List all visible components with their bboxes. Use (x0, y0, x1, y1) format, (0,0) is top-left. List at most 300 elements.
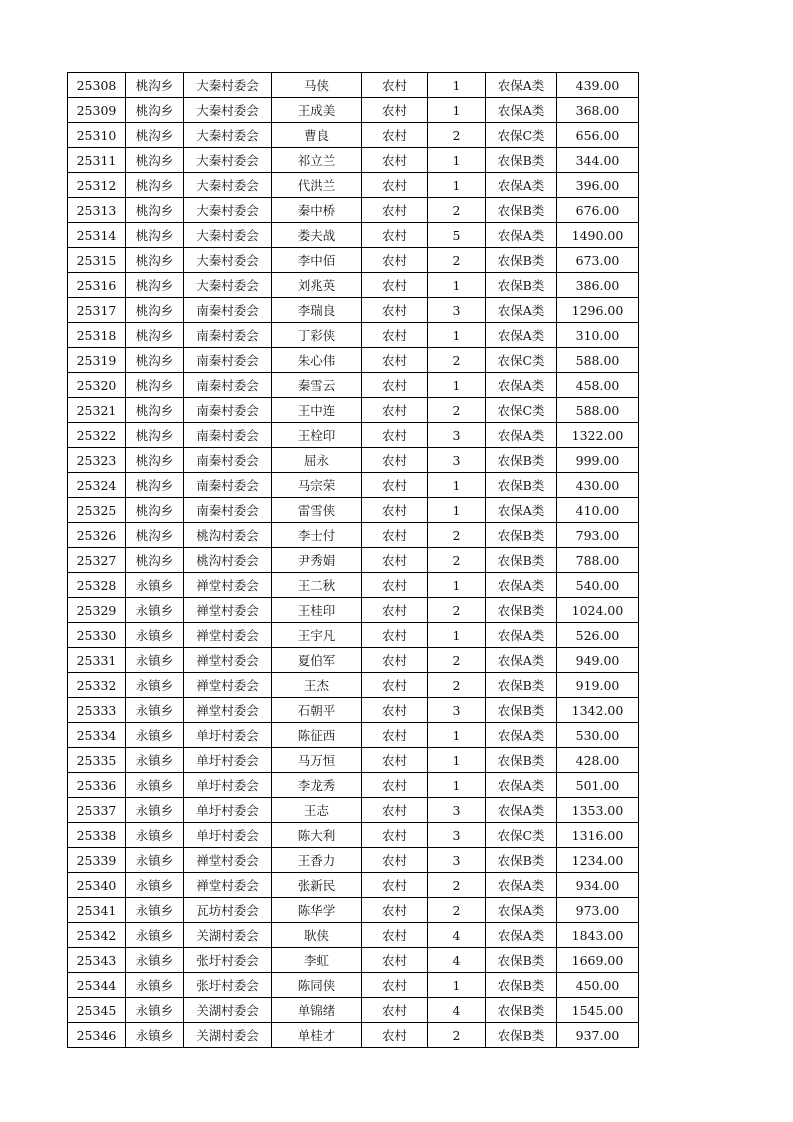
township-cell: 桃沟乡 (126, 173, 184, 198)
category-cell: 农保B类 (486, 673, 557, 698)
record-id: 25339 (68, 848, 126, 873)
area-type-cell: 农村 (362, 848, 428, 873)
category-cell: 农保B类 (486, 548, 557, 573)
table-row (68, 773, 639, 798)
household-count-cell: 1 (428, 498, 486, 523)
township-cell: 永镇乡 (126, 823, 184, 848)
village-cell: 南秦村委会 (184, 323, 272, 348)
record-id: 25325 (68, 498, 126, 523)
name-cell: 代洪兰 (272, 173, 362, 198)
village-cell: 大秦村委会 (184, 98, 272, 123)
household-count-cell: 2 (428, 648, 486, 673)
amount-cell: 793.00 (557, 523, 639, 548)
record-id: 25336 (68, 773, 126, 798)
village-cell: 大秦村委会 (184, 73, 272, 98)
village-cell: 禅堂村委会 (184, 598, 272, 623)
village-cell: 南秦村委会 (184, 473, 272, 498)
area-type-cell: 农村 (362, 173, 428, 198)
area-type-cell: 农村 (362, 148, 428, 173)
category-cell: 农保A类 (486, 923, 557, 948)
village-cell: 南秦村委会 (184, 448, 272, 473)
record-id: 25324 (68, 473, 126, 498)
record-id: 25323 (68, 448, 126, 473)
record-id: 25338 (68, 823, 126, 848)
table-row (68, 648, 639, 673)
township-cell: 永镇乡 (126, 723, 184, 748)
record-id: 25311 (68, 148, 126, 173)
amount-cell: 501.00 (557, 773, 639, 798)
table-row (68, 598, 639, 623)
record-id: 25320 (68, 373, 126, 398)
name-cell: 陈征西 (272, 723, 362, 748)
category-cell: 农保A类 (486, 498, 557, 523)
name-cell: 王中连 (272, 398, 362, 423)
amount-cell: 530.00 (557, 723, 639, 748)
table-row (68, 298, 639, 323)
amount-cell: 937.00 (557, 1023, 639, 1048)
record-id: 25309 (68, 98, 126, 123)
household-count-cell: 3 (428, 698, 486, 723)
area-type-cell: 农村 (362, 1023, 428, 1048)
area-type-cell: 农村 (362, 923, 428, 948)
area-type-cell: 农村 (362, 648, 428, 673)
table-row (68, 123, 639, 148)
village-cell: 桃沟村委会 (184, 523, 272, 548)
area-type-cell: 农村 (362, 898, 428, 923)
amount-cell: 1234.00 (557, 848, 639, 873)
name-cell: 王栓印 (272, 423, 362, 448)
area-type-cell: 农村 (362, 373, 428, 398)
village-cell: 南秦村委会 (184, 373, 272, 398)
table-row (68, 873, 639, 898)
amount-cell: 656.00 (557, 123, 639, 148)
name-cell: 李中佰 (272, 248, 362, 273)
household-count-cell: 2 (428, 523, 486, 548)
amount-cell: 1669.00 (557, 948, 639, 973)
amount-cell: 428.00 (557, 748, 639, 773)
category-cell: 农保A类 (486, 773, 557, 798)
category-cell: 农保B类 (486, 698, 557, 723)
household-count-cell: 2 (428, 123, 486, 148)
table-row (68, 573, 639, 598)
village-cell: 大秦村委会 (184, 248, 272, 273)
table-row (68, 323, 639, 348)
category-cell: 农保B类 (486, 448, 557, 473)
amount-cell: 1843.00 (557, 923, 639, 948)
township-cell: 桃沟乡 (126, 298, 184, 323)
household-count-cell: 4 (428, 998, 486, 1023)
name-cell: 王二秋 (272, 573, 362, 598)
record-id: 25315 (68, 248, 126, 273)
area-type-cell: 农村 (362, 223, 428, 248)
area-type-cell: 农村 (362, 298, 428, 323)
township-cell: 永镇乡 (126, 673, 184, 698)
name-cell: 祁立兰 (272, 148, 362, 173)
record-id: 25327 (68, 548, 126, 573)
area-type-cell: 农村 (362, 573, 428, 598)
name-cell: 单桂才 (272, 1023, 362, 1048)
township-cell: 永镇乡 (126, 623, 184, 648)
table-row (68, 498, 639, 523)
record-id: 25313 (68, 198, 126, 223)
amount-cell: 430.00 (557, 473, 639, 498)
category-cell: 农保A类 (486, 898, 557, 923)
amount-cell: 1024.00 (557, 598, 639, 623)
record-id: 25344 (68, 973, 126, 998)
area-type-cell: 农村 (362, 723, 428, 748)
category-cell: 农保A类 (486, 573, 557, 598)
village-cell: 大秦村委会 (184, 223, 272, 248)
category-cell: 农保A类 (486, 223, 557, 248)
township-cell: 永镇乡 (126, 598, 184, 623)
name-cell: 陈同侠 (272, 973, 362, 998)
category-cell: 农保B类 (486, 523, 557, 548)
village-cell: 禅堂村委会 (184, 623, 272, 648)
name-cell: 张新民 (272, 873, 362, 898)
household-count-cell: 1 (428, 173, 486, 198)
area-type-cell: 农村 (362, 273, 428, 298)
household-count-cell: 5 (428, 223, 486, 248)
category-cell: 农保A类 (486, 873, 557, 898)
name-cell: 尹秀娟 (272, 548, 362, 573)
village-cell: 大秦村委会 (184, 148, 272, 173)
township-cell: 桃沟乡 (126, 323, 184, 348)
household-count-cell: 2 (428, 348, 486, 373)
township-cell: 桃沟乡 (126, 198, 184, 223)
record-id: 25310 (68, 123, 126, 148)
township-cell: 桃沟乡 (126, 373, 184, 398)
amount-cell: 788.00 (557, 548, 639, 573)
village-cell: 大秦村委会 (184, 198, 272, 223)
category-cell: 农保B类 (486, 948, 557, 973)
record-id: 25340 (68, 873, 126, 898)
category-cell: 农保B类 (486, 1023, 557, 1048)
township-cell: 永镇乡 (126, 973, 184, 998)
village-cell: 大秦村委会 (184, 123, 272, 148)
table-row (68, 823, 639, 848)
township-cell: 永镇乡 (126, 948, 184, 973)
name-cell: 陈华学 (272, 898, 362, 923)
category-cell: 农保B类 (486, 148, 557, 173)
household-count-cell: 2 (428, 873, 486, 898)
household-count-cell: 3 (428, 823, 486, 848)
name-cell: 秦中桥 (272, 198, 362, 223)
name-cell: 石朝平 (272, 698, 362, 723)
record-id: 25332 (68, 673, 126, 698)
amount-cell: 310.00 (557, 323, 639, 348)
area-type-cell: 农村 (362, 823, 428, 848)
area-type-cell: 农村 (362, 323, 428, 348)
records-body (68, 73, 639, 1048)
household-count-cell: 2 (428, 1023, 486, 1048)
township-cell: 永镇乡 (126, 648, 184, 673)
name-cell: 陈大利 (272, 823, 362, 848)
name-cell: 马宗荣 (272, 473, 362, 498)
area-type-cell: 农村 (362, 698, 428, 723)
record-id: 25328 (68, 573, 126, 598)
area-type-cell: 农村 (362, 423, 428, 448)
area-type-cell: 农村 (362, 348, 428, 373)
household-count-cell: 1 (428, 473, 486, 498)
amount-cell: 588.00 (557, 348, 639, 373)
village-cell: 禅堂村委会 (184, 573, 272, 598)
name-cell: 耿侠 (272, 923, 362, 948)
township-cell: 永镇乡 (126, 923, 184, 948)
village-cell: 禅堂村委会 (184, 698, 272, 723)
amount-cell: 1545.00 (557, 998, 639, 1023)
record-id: 25346 (68, 1023, 126, 1048)
category-cell: 农保B类 (486, 998, 557, 1023)
record-id: 25314 (68, 223, 126, 248)
amount-cell: 934.00 (557, 873, 639, 898)
table-row (68, 998, 639, 1023)
amount-cell: 1342.00 (557, 698, 639, 723)
village-cell: 张圩村委会 (184, 948, 272, 973)
household-count-cell: 3 (428, 848, 486, 873)
area-type-cell: 农村 (362, 523, 428, 548)
record-id: 25343 (68, 948, 126, 973)
category-cell: 农保B类 (486, 973, 557, 998)
village-cell: 大秦村委会 (184, 173, 272, 198)
household-count-cell: 1 (428, 373, 486, 398)
category-cell: 农保A类 (486, 623, 557, 648)
table-row (68, 698, 639, 723)
category-cell: 农保B类 (486, 598, 557, 623)
household-count-cell: 4 (428, 948, 486, 973)
table-row (68, 523, 639, 548)
table-row (68, 373, 639, 398)
village-cell: 瓦坊村委会 (184, 898, 272, 923)
village-cell: 大秦村委会 (184, 273, 272, 298)
township-cell: 永镇乡 (126, 698, 184, 723)
township-cell: 永镇乡 (126, 898, 184, 923)
township-cell: 永镇乡 (126, 773, 184, 798)
table-row (68, 848, 639, 873)
category-cell: 农保A类 (486, 423, 557, 448)
category-cell: 农保A类 (486, 648, 557, 673)
table-row (68, 198, 639, 223)
table-row (68, 223, 639, 248)
village-cell: 禅堂村委会 (184, 673, 272, 698)
table-row (68, 273, 639, 298)
record-id: 25345 (68, 998, 126, 1023)
village-cell: 关湖村委会 (184, 998, 272, 1023)
area-type-cell: 农村 (362, 448, 428, 473)
area-type-cell: 农村 (362, 623, 428, 648)
township-cell: 桃沟乡 (126, 448, 184, 473)
category-cell: 农保B类 (486, 198, 557, 223)
name-cell: 李士付 (272, 523, 362, 548)
table-row (68, 673, 639, 698)
household-count-cell: 3 (428, 423, 486, 448)
record-id: 25317 (68, 298, 126, 323)
area-type-cell: 农村 (362, 773, 428, 798)
township-cell: 桃沟乡 (126, 223, 184, 248)
name-cell: 丁彩侠 (272, 323, 362, 348)
amount-cell: 410.00 (557, 498, 639, 523)
record-id: 25341 (68, 898, 126, 923)
township-cell: 桃沟乡 (126, 273, 184, 298)
area-type-cell: 农村 (362, 98, 428, 123)
name-cell: 马万恒 (272, 748, 362, 773)
township-cell: 桃沟乡 (126, 348, 184, 373)
name-cell: 王志 (272, 798, 362, 823)
village-cell: 南秦村委会 (184, 498, 272, 523)
household-count-cell: 3 (428, 448, 486, 473)
amount-cell: 588.00 (557, 398, 639, 423)
village-cell: 桃沟村委会 (184, 548, 272, 573)
table-row (68, 923, 639, 948)
category-cell: 农保B类 (486, 273, 557, 298)
record-id: 25322 (68, 423, 126, 448)
category-cell: 农保C类 (486, 823, 557, 848)
township-cell: 桃沟乡 (126, 523, 184, 548)
household-count-cell: 2 (428, 398, 486, 423)
category-cell: 农保C类 (486, 398, 557, 423)
village-cell: 南秦村委会 (184, 298, 272, 323)
amount-cell: 1490.00 (557, 223, 639, 248)
table-row (68, 548, 639, 573)
household-count-cell: 1 (428, 98, 486, 123)
record-id: 25342 (68, 923, 126, 948)
name-cell: 单锦绪 (272, 998, 362, 1023)
household-count-cell: 1 (428, 273, 486, 298)
area-type-cell: 农村 (362, 973, 428, 998)
name-cell: 雷雪侠 (272, 498, 362, 523)
category-cell: 农保C类 (486, 348, 557, 373)
name-cell: 王成美 (272, 98, 362, 123)
record-id: 25331 (68, 648, 126, 673)
household-count-cell: 1 (428, 973, 486, 998)
table-row (68, 748, 639, 773)
amount-cell: 676.00 (557, 198, 639, 223)
table-row (68, 148, 639, 173)
amount-cell: 1353.00 (557, 798, 639, 823)
record-id: 25337 (68, 798, 126, 823)
village-cell: 单圩村委会 (184, 798, 272, 823)
category-cell: 农保B类 (486, 748, 557, 773)
area-type-cell: 农村 (362, 473, 428, 498)
township-cell: 永镇乡 (126, 1023, 184, 1048)
table-row (68, 73, 639, 98)
township-cell: 永镇乡 (126, 873, 184, 898)
area-type-cell: 农村 (362, 948, 428, 973)
household-count-cell: 4 (428, 923, 486, 948)
category-cell: 农保A类 (486, 98, 557, 123)
township-cell: 永镇乡 (126, 573, 184, 598)
household-count-cell: 2 (428, 598, 486, 623)
category-cell: 农保A类 (486, 298, 557, 323)
category-cell: 农保A类 (486, 373, 557, 398)
household-count-cell: 3 (428, 798, 486, 823)
area-type-cell: 农村 (362, 123, 428, 148)
household-count-cell: 1 (428, 323, 486, 348)
household-count-cell: 3 (428, 298, 486, 323)
name-cell: 朱心伟 (272, 348, 362, 373)
township-cell: 桃沟乡 (126, 473, 184, 498)
table-row (68, 723, 639, 748)
amount-cell: 973.00 (557, 898, 639, 923)
amount-cell: 450.00 (557, 973, 639, 998)
record-id: 25326 (68, 523, 126, 548)
area-type-cell: 农村 (362, 548, 428, 573)
area-type-cell: 农村 (362, 598, 428, 623)
household-count-cell: 1 (428, 773, 486, 798)
township-cell: 永镇乡 (126, 848, 184, 873)
household-count-cell: 1 (428, 73, 486, 98)
amount-cell: 439.00 (557, 73, 639, 98)
table-row (68, 448, 639, 473)
amount-cell: 1322.00 (557, 423, 639, 448)
name-cell: 李虹 (272, 948, 362, 973)
amount-cell: 396.00 (557, 173, 639, 198)
category-cell: 农保A类 (486, 73, 557, 98)
table-row (68, 798, 639, 823)
table-row (68, 623, 639, 648)
village-cell: 关湖村委会 (184, 1023, 272, 1048)
record-id: 25330 (68, 623, 126, 648)
area-type-cell: 农村 (362, 673, 428, 698)
table-row (68, 423, 639, 448)
table-row (68, 1023, 639, 1048)
category-cell: 农保A类 (486, 323, 557, 348)
amount-cell: 386.00 (557, 273, 639, 298)
amount-cell: 949.00 (557, 648, 639, 673)
household-count-cell: 2 (428, 898, 486, 923)
record-id: 25308 (68, 73, 126, 98)
township-cell: 桃沟乡 (126, 123, 184, 148)
record-id: 25316 (68, 273, 126, 298)
amount-cell: 458.00 (557, 373, 639, 398)
amount-cell: 526.00 (557, 623, 639, 648)
name-cell: 夏伯军 (272, 648, 362, 673)
amount-cell: 344.00 (557, 148, 639, 173)
township-cell: 桃沟乡 (126, 73, 184, 98)
area-type-cell: 农村 (362, 998, 428, 1023)
name-cell: 马侠 (272, 73, 362, 98)
table-row (68, 973, 639, 998)
category-cell: 农保B类 (486, 248, 557, 273)
name-cell: 娄夫战 (272, 223, 362, 248)
household-count-cell: 1 (428, 573, 486, 598)
township-cell: 永镇乡 (126, 798, 184, 823)
household-count-cell: 2 (428, 673, 486, 698)
township-cell: 桃沟乡 (126, 398, 184, 423)
amount-cell: 540.00 (557, 573, 639, 598)
village-cell: 张圩村委会 (184, 973, 272, 998)
area-type-cell: 农村 (362, 748, 428, 773)
area-type-cell: 农村 (362, 248, 428, 273)
village-cell: 南秦村委会 (184, 398, 272, 423)
township-cell: 桃沟乡 (126, 498, 184, 523)
household-count-cell: 1 (428, 748, 486, 773)
record-id: 25321 (68, 398, 126, 423)
area-type-cell: 农村 (362, 398, 428, 423)
village-cell: 禅堂村委会 (184, 648, 272, 673)
amount-cell: 1296.00 (557, 298, 639, 323)
table-row (68, 173, 639, 198)
village-cell: 关湖村委会 (184, 923, 272, 948)
village-cell: 单圩村委会 (184, 773, 272, 798)
amount-cell: 1316.00 (557, 823, 639, 848)
township-cell: 桃沟乡 (126, 148, 184, 173)
record-id: 25318 (68, 323, 126, 348)
table-row (68, 98, 639, 123)
name-cell: 王桂印 (272, 598, 362, 623)
township-cell: 桃沟乡 (126, 548, 184, 573)
household-count-cell: 2 (428, 548, 486, 573)
record-id: 25335 (68, 748, 126, 773)
